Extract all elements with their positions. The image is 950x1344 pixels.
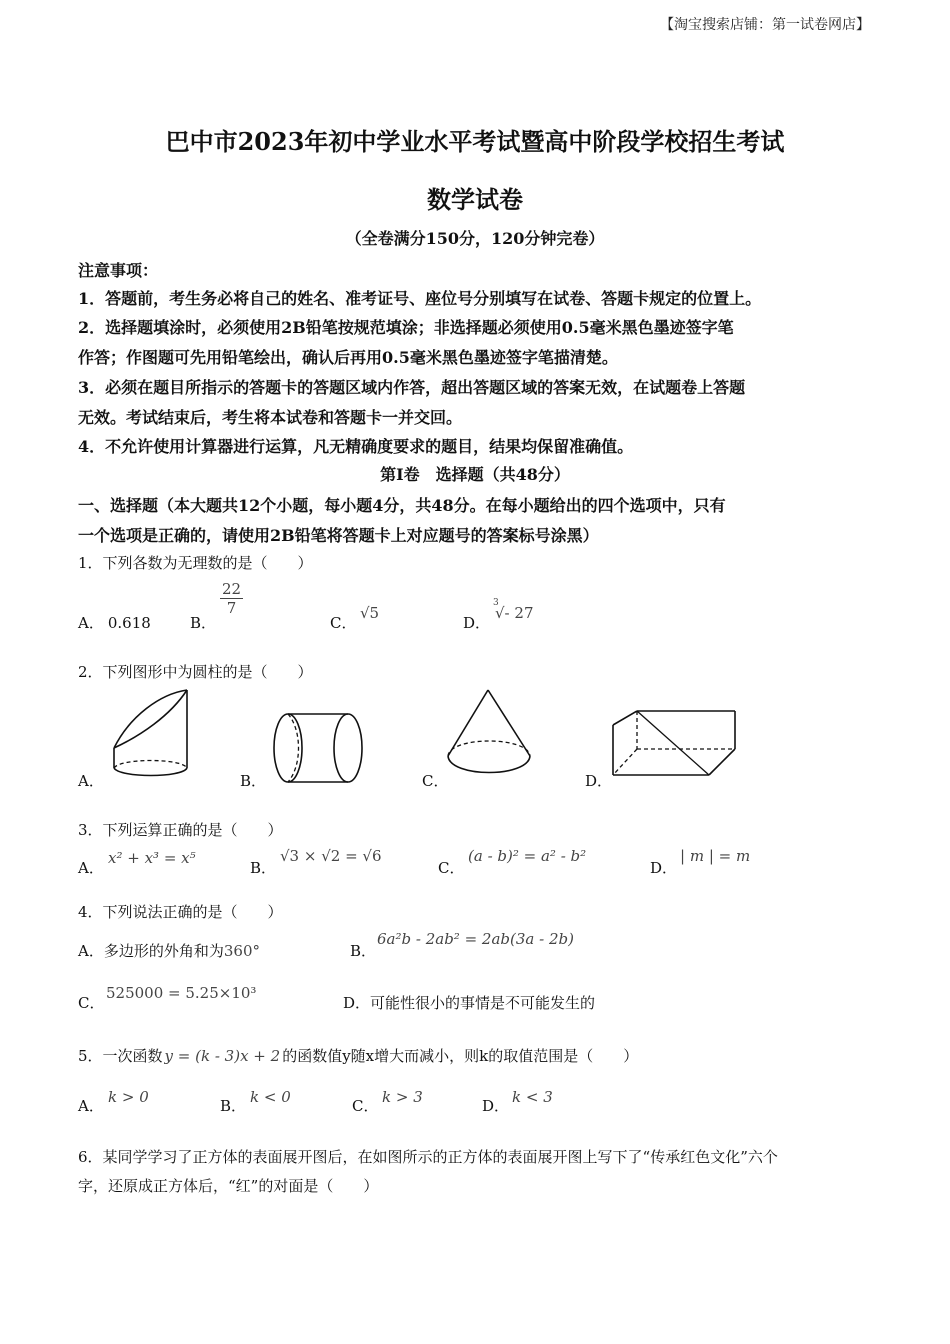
notice-line-6: 4．不允许使用计算器进行运算，凡无精确度要求的题目，结果均保留准确值。 <box>78 437 634 456</box>
shop-note: 【淘宝搜索店铺：第一试卷网店】 <box>660 17 870 33</box>
q1-option-c-math: √5 <box>360 604 380 622</box>
notice-line-5: 无效。考试结束后，考生将本试卷和答题卡一并交回。 <box>78 408 463 427</box>
q4-stem: 4．下列说法正确的是（ ） <box>78 903 283 921</box>
notice-line-2: 2．选择题填涂时，必须使用2B铅笔按规范填涂；非选择题必须使用0.5毫米黑色墨迹签字笔 <box>78 318 734 337</box>
q4-option-d: D．可能性很小的事情是不可能发生的 <box>343 994 596 1012</box>
notice-line-3: 作答；作图题可先用铅笔绘出，确认后再用0.5毫米黑色墨迹签字笔描清楚。 <box>78 348 618 367</box>
q2-option-a-label: A． <box>78 772 104 790</box>
q1-option-d-label: D． <box>463 614 491 632</box>
slanted-cut-cylinder-figure <box>100 686 200 786</box>
q1-option-b-fraction: $\frac{22}{7}$ <box>222 580 242 617</box>
notice-line-4: 3．必须在题目所指示的答题卡的答题区域内作答，超出答题区域的答案无效，在试题卷上答题 <box>78 378 746 397</box>
q3-stem: 3．下列运算正确的是（ ） <box>78 821 283 839</box>
q3-option-c-label: C． <box>438 859 465 877</box>
notice-line-1: 1．答题前，考生务必将自己的姓名、准考证号、座位号分别填写在试卷、答题卡规定的位置上。 <box>78 289 762 308</box>
q5-option-c-label: C． <box>352 1097 379 1115</box>
q1-stem: 1．下列各数为无理数的是（ ） <box>78 554 313 572</box>
notice-heading: 注意事项： <box>78 261 159 280</box>
q6-stem-line-1: 6．某同学学习了正方体的表面展开图后，在如图所示的正方体的表面展开图上写下了“传承红色文化”六个 <box>78 1148 778 1166</box>
q4-option-c-math: 525000 = 5.25×10³ <box>106 984 257 1002</box>
q5-option-b-label: B． <box>220 1097 247 1115</box>
q1-option-d-math: √- 27 <box>495 604 534 622</box>
q5-option-a-math: k > 0 <box>108 1088 149 1106</box>
q2-option-b-label: B． <box>240 772 267 790</box>
q5-option-a-label: A． <box>78 1097 104 1115</box>
q5-option-c-math: k > 3 <box>382 1088 423 1106</box>
section-instruction-1: 一、选择题（本大题共12个小题，每小题4分，共48分。在每小题给出的四个选项中，只有 <box>78 496 726 515</box>
q4-option-b-math: 6a²b - 2ab² = 2ab(3a - 2b) <box>377 930 574 948</box>
section-instruction-2: 一个选项是正确的，请使用2B铅笔将答题卡上对应题号的答案标号涂黑） <box>78 526 599 545</box>
section-title: 第I卷 选择题（共48分） <box>380 465 570 484</box>
q5-stem: 5．一次函数 y = (k - 3)x + 2 的函数值y随x增大而减小，则k的取值范围是（ ） <box>78 1047 639 1065</box>
q1-option-d-index: 3 <box>493 598 499 608</box>
q3-option-d-math: | m | = m <box>680 847 751 865</box>
q4-option-b-label: B． <box>350 942 377 960</box>
q3-option-d-label: D． <box>650 859 678 877</box>
cylinder-figure <box>268 710 378 786</box>
score-note: （全卷满分150分，120分钟完卷） <box>345 229 605 248</box>
q3-option-a-label: A． <box>78 859 104 877</box>
q1-option-b-label: B． <box>190 614 217 632</box>
exam-subject: 数学试卷 <box>427 185 523 214</box>
q5-option-d-math: k < 3 <box>512 1088 553 1106</box>
q1-option-a: A． 0.618 <box>78 614 151 632</box>
q1-option-c-label: C． <box>330 614 357 632</box>
q3-option-a-math: x² + x³ = x⁵ <box>108 849 196 867</box>
q4-option-c-label: C． <box>78 994 105 1012</box>
q3-option-b-math: √3 × √2 = √6 <box>280 847 382 865</box>
q2-stem: 2．下列图形中为圆柱的是（ ） <box>78 663 313 681</box>
q3-option-c-math: (a - b)² = a² - b² <box>468 847 587 865</box>
q3-option-b-label: B． <box>250 859 277 877</box>
q2-option-c-label: C． <box>422 772 449 790</box>
q5-option-b-math: k < 0 <box>250 1088 291 1106</box>
exam-title: 巴中市2023年初中学业水平考试暨高中阶段学校招生考试 <box>165 127 785 156</box>
triangular-prism-figure <box>605 705 745 785</box>
q2-option-d-label: D． <box>585 772 613 790</box>
q5-option-d-label: D． <box>482 1097 510 1115</box>
q6-stem-line-2: 字，还原成正方体后，“红”的对面是（ ） <box>78 1177 379 1195</box>
q4-option-a: A．多边形的外角和为360° <box>78 942 260 960</box>
cone-figure <box>440 686 540 786</box>
